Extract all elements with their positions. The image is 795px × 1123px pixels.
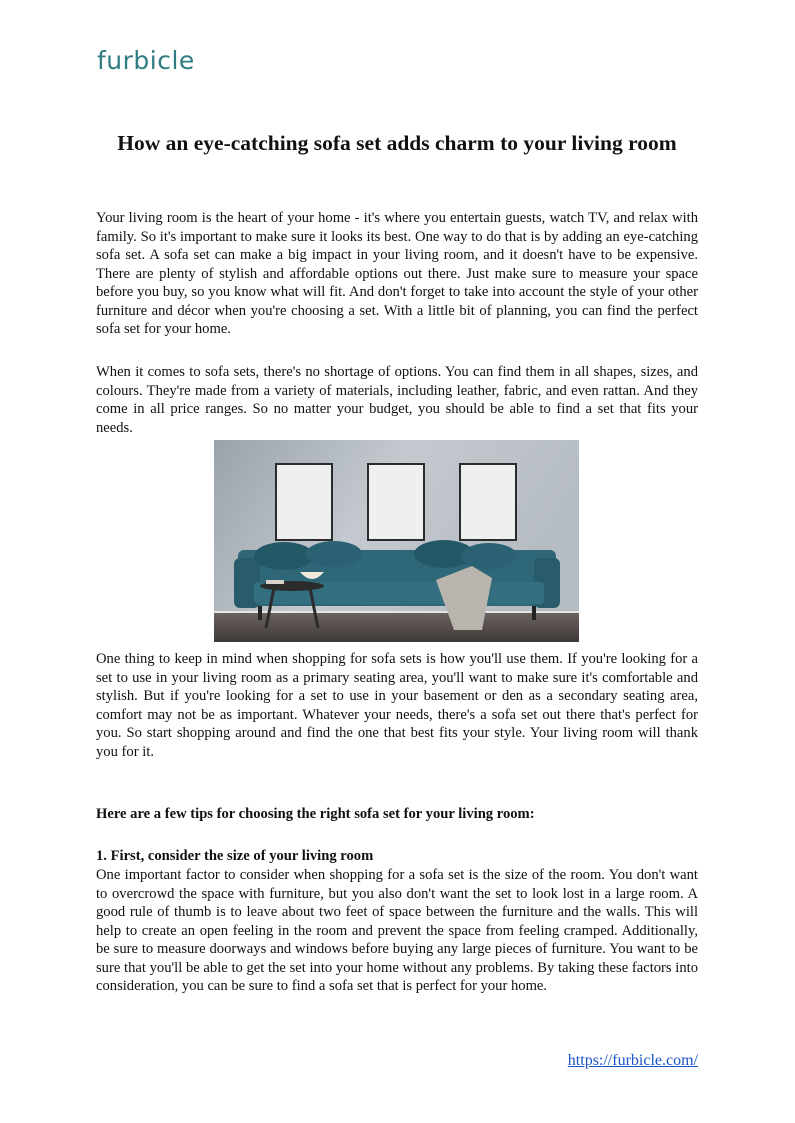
sofa-photo <box>214 440 579 642</box>
tip-1-body: One important factor to consider when shopping for a sofa set is the size of the room. You don't want to overcrowd the space with furniture, but you also don't want the set to look lost in a large room. A good rule of thumb is to leave about two feet of space between the furniture and the walls. This will help to create an open feeling in the room and prevent the space from feeling cramped. Additionally, be sure to measure doorways and windows before buying any large pieces of furniture. You want to be sure that you'll be able to get the set into your home without any problems. By taking these factors into consideration, you can be sure to find a sofa set that is perfect for your home. <box>96 867 698 994</box>
options-paragraph: When it comes to sofa sets, there's no shortage of options. You can find them in all shapes, sizes, and colours. They're made from a variety of materials, including leather, fabric, and even rattan. And they come in all price ranges. So no matter your budget, you should be able to find a set that fits your needs. <box>96 364 698 436</box>
brand-logo[interactable]: furbicle <box>97 46 195 75</box>
article-title: How an eye-catching sofa set adds charm to your living room <box>117 131 677 155</box>
footer-website-link[interactable]: https://furbicle.com/ <box>567 1052 698 1069</box>
tip-1-heading: 1. First, consider the size of your living room <box>96 848 374 864</box>
tips-heading: Here are a few tips for choosing the right sofa set for your living room: <box>96 806 535 822</box>
usage-paragraph: One thing to keep in mind when shopping for sofa sets is how you'll use them. If you're looking for a set to use in your living room as a primary seating area, you'll want to make sure it's comfortable and stylish. But if you're looking for a set to use in your basement or den as a secondary seating area, comfort may not be as important. Whatever your needs, there's a sofa set out there that's perfect for you. So start shopping around and find the one that best fits your style. Your living room will thank you for it. <box>96 651 698 760</box>
wall-frames <box>276 464 516 540</box>
intro-paragraph: Your living room is the heart of your home - it's where you entertain guests, watch TV, and relax with family. So it's important to make sure it looks its best. One way to do that is by adding an eye-catching sofa set. A sofa set can make a big impact in your living room, and it doesn't have to be expensive. There are plenty of stylish and affordable options out there. Just make sure to measure your space before you buy, so you know what will fit. And don't forget to take into account the style of your other furniture and décor when you're choosing a set. With a little bit of planning, you can find the perfect sofa set for your home. <box>96 210 698 337</box>
